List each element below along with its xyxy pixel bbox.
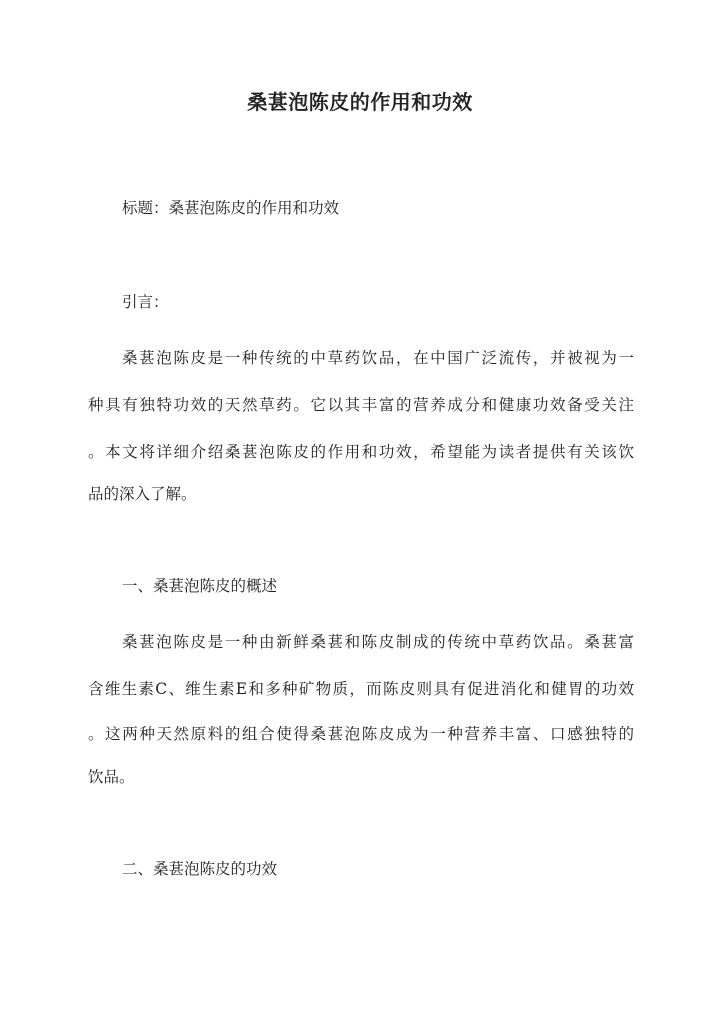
paragraph-line: 。这两种天然原料的组合使得桑葚泡陈皮成为一种营养丰富、口感独特的 xyxy=(88,725,634,743)
section-1-heading: 一、桑葚泡陈皮的概述 xyxy=(122,577,278,595)
paragraph-line: 。本文将详细介绍桑葚泡陈皮的作用和功效，希望能为读者提供有关该饮 xyxy=(88,443,634,461)
paragraph-line: 品的深入了解。 xyxy=(88,485,197,503)
paragraph-line: 种具有独特功效的天然草药。它以其丰富的营养成分和健康功效备受关注 xyxy=(88,396,634,414)
paragraph-line: 桑葚泡陈皮是一种传统的中草药饮品，在中国广泛流传，并被视为一 xyxy=(122,349,634,367)
document-title: 桑葚泡陈皮的作用和功效 xyxy=(247,90,473,114)
subject-line: 标题：桑葚泡陈皮的作用和功效 xyxy=(122,199,340,217)
paragraph-line: 饮品。 xyxy=(88,768,135,786)
paragraph-line: 桑葚泡陈皮是一种由新鲜桑葚和陈皮制成的传统中草药饮品。桑葚富 xyxy=(122,633,634,651)
intro-heading: 引言： xyxy=(122,293,169,311)
paragraph-line: 含维生素C、维生素E和多种矿物质，而陈皮则具有促进消化和健胃的功效 xyxy=(88,680,634,698)
section-2-heading: 二、桑葚泡陈皮的功效 xyxy=(122,860,278,878)
